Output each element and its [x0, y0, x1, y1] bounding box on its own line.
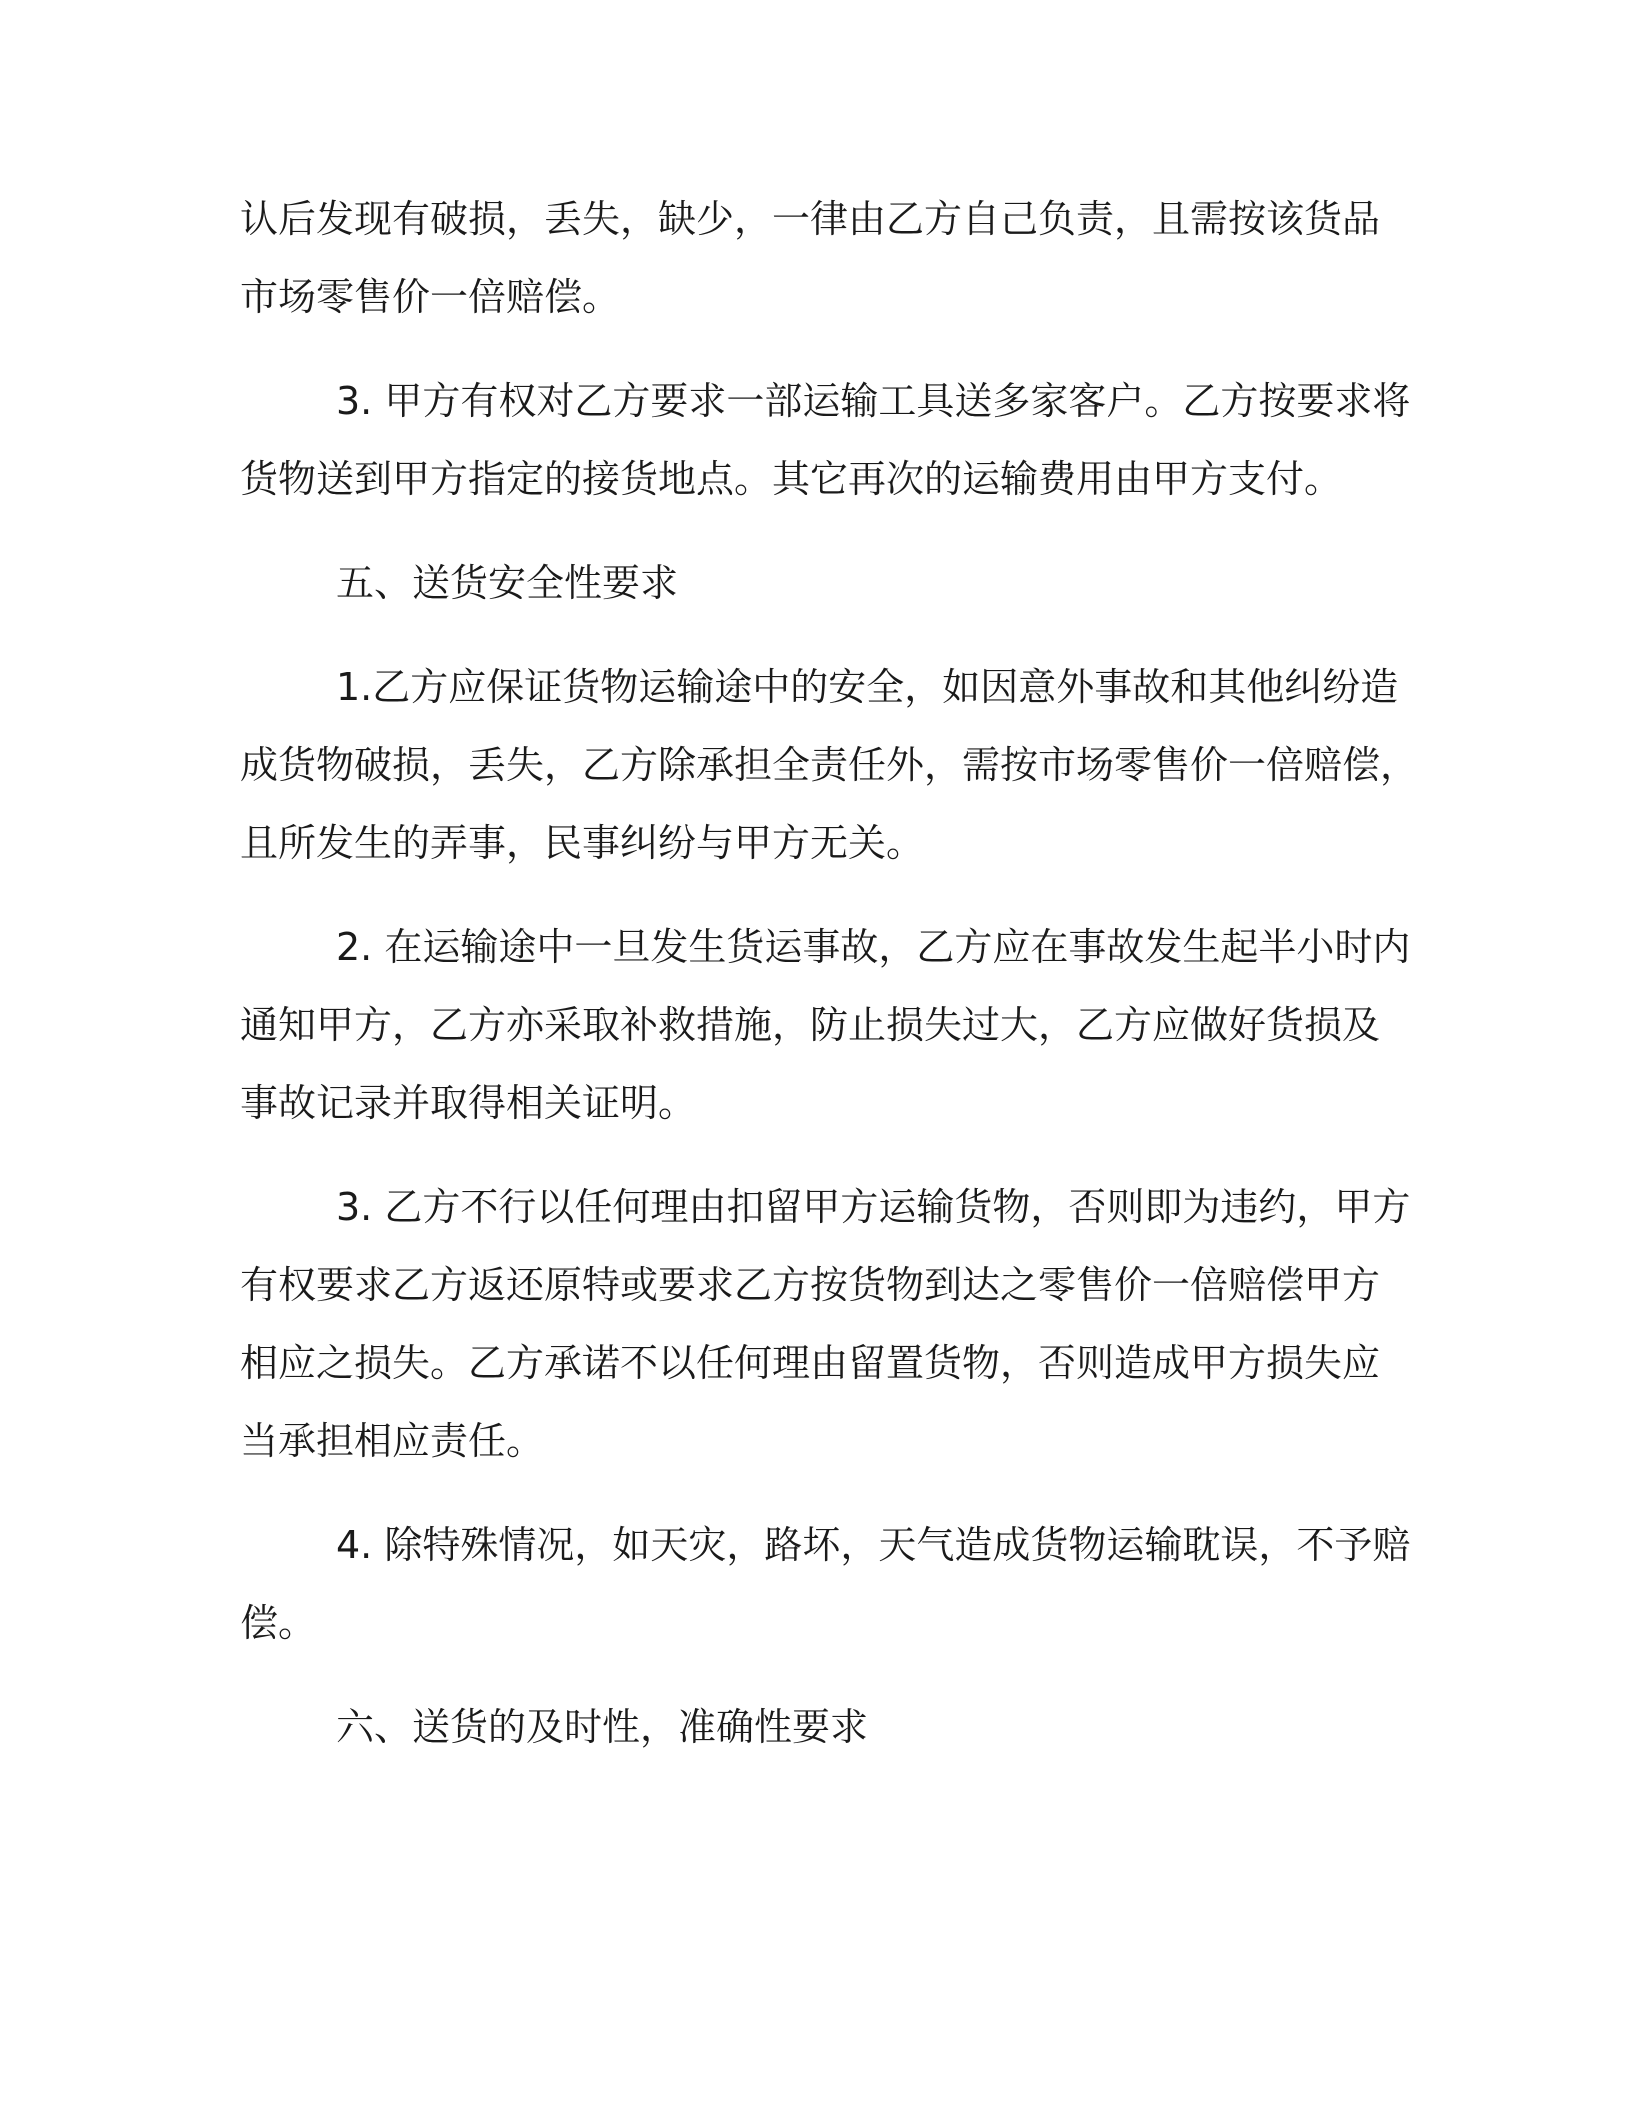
text-line: 3. 甲方有权对乙方要求一部运输工具送多家客户。乙方按要求将 [336, 379, 1411, 423]
section-heading-5: 五、送货安全性要求 [336, 561, 679, 605]
text-line: 2. 在运输途中一旦发生货运事故，乙方应在事故发生起半小时内 [336, 925, 1411, 969]
text-line: 相应之损失。乙方承诺不以任何理由留置货物，否则造成甲方损失应 [240, 1341, 1381, 1385]
text-line: 1.乙方应保证货物运输途中的安全，如因意外事故和其他纠纷造 [336, 665, 1399, 709]
text-line: 货物送到甲方指定的接货地点。其它再次的运输费用由甲方支付。 [240, 457, 1343, 501]
text-line: 3. 乙方不行以任何理由扣留甲方运输货物，否则即为违约，甲方 [336, 1185, 1411, 1229]
text-line: 有权要求乙方返还原特或要求乙方按货物到达之零售价一倍赔偿甲方 [240, 1263, 1381, 1307]
paragraph-clause-5-3 [240, 1168, 1411, 1480]
text-line: 事故记录并取得相关证明。 [240, 1081, 697, 1125]
text-line: 且所发生的弄事，民事纠纷与甲方无关。 [240, 821, 925, 865]
paragraph-clause-5-1 [240, 648, 1419, 882]
text-line: 市场零售价一倍赔偿。 [240, 275, 621, 319]
text-line: 当承担相应责任。 [240, 1419, 545, 1463]
paragraph-clause-5-2 [240, 908, 1411, 1142]
text-line: 偿。 [240, 1601, 317, 1645]
document-body [240, 180, 1419, 1792]
text-line: 成货物破损，丢失，乙方除承担全责任外，需按市场零售价一倍赔偿， [240, 743, 1419, 787]
text-line: 认后发现有破损，丢失，缺少，一律由乙方自己负责，且需按该货品 [240, 197, 1381, 241]
text-line: 通知甲方，乙方亦采取补救措施，防止损失过大，乙方应做好货损及 [240, 1003, 1381, 1047]
section-heading-6: 六、送货的及时性，准确性要求 [336, 1705, 869, 1749]
paragraph-clause-5-4 [240, 1506, 1411, 1662]
paragraph-clause-3 [240, 362, 1411, 518]
text-line: 4. 除特殊情况，如天灾，路坏，天气造成货物运输耽误，不予赔 [336, 1523, 1411, 1567]
paragraph-continuation [240, 180, 1390, 336]
